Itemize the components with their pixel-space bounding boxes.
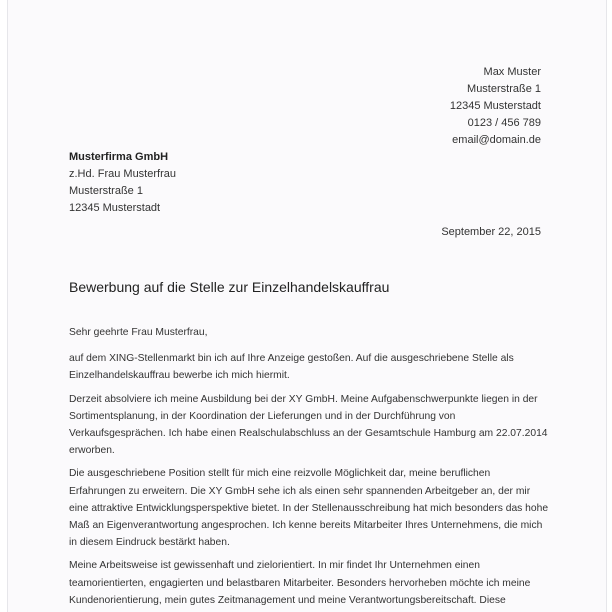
recipient-attention: z.Hd. Frau Musterfrau bbox=[69, 168, 176, 180]
letter-body bbox=[69, 324, 549, 612]
sender-city: 12345 Musterstadt bbox=[449, 100, 541, 112]
body-paragraph: Meine Arbeitsweise ist gewissenhaft und zielorientiert. In mir findet Ihr Unternehmen einen teamorientierten, engagierten und belastbaren Mitarbeiter. Besonders hervorheben möchte ich meine Kundenorientierung, mein gutes Zeitmanagement und meine Verantwortungsbereitschaft. Diese bbox=[69, 560, 531, 606]
body-paragraph: Derzeit absolviere ich meine Ausbildung bei der XY GmbH. Meine Aufgabenschwerpunkte liegen in der Sortimentsplanung, in der Koordination der Lieferungen und in der Durchführung von Verkaufsgesprächen. Ich habe einen Realschulabschluss an der Gesamtschule Hamburg am 22.07.2014 erworben. bbox=[69, 393, 548, 457]
letter-subject: Bewerbung auf die Stelle zur Einzelhandelskauffrau bbox=[69, 279, 390, 295]
recipient-address-block bbox=[69, 149, 176, 217]
recipient-company: Musterfirma GmbH bbox=[69, 151, 169, 163]
letter-greeting: Sehr geehrte Frau Musterfrau, bbox=[69, 327, 208, 338]
sender-phone: 0123 / 456 789 bbox=[467, 117, 541, 129]
letter-page bbox=[7, 0, 607, 612]
sender-address-block bbox=[450, 64, 541, 149]
letter-date: September 22, 2015 bbox=[441, 226, 541, 238]
body-paragraph: auf dem XING-Stellenmarkt bin ich auf Ihre Anzeige gestoßen. Auf die ausgeschriebene Stelle als Einzelhandelskauffrau bewerbe ich mich hiermit. bbox=[69, 353, 514, 382]
recipient-street: Musterstraße 1 bbox=[69, 185, 143, 197]
body-paragraph: Die ausgeschriebene Position stellt für mich eine reizvolle Möglichkeit dar, meine beruflichen Erfahrungen zu erweitern. Die XY GmbH sehe ich als einen sehr spannenden Arbeitgeber an, der mir eine attraktive Entwicklungsperspektive bietet. In der Stellenausschreibung hat mich besonders das hohe Maß an Eigenverantwortung angesprochen. Ich kenne bereits Mitarbeiter Ihres Unternehmens, die mich in diesem Eindruck bestärkt haben. bbox=[69, 468, 549, 549]
recipient-city: 12345 Musterstadt bbox=[69, 202, 161, 214]
sender-email: email@domain.de bbox=[452, 134, 541, 146]
sender-name: Max Muster bbox=[483, 66, 541, 78]
sender-street: Musterstraße 1 bbox=[467, 83, 541, 95]
